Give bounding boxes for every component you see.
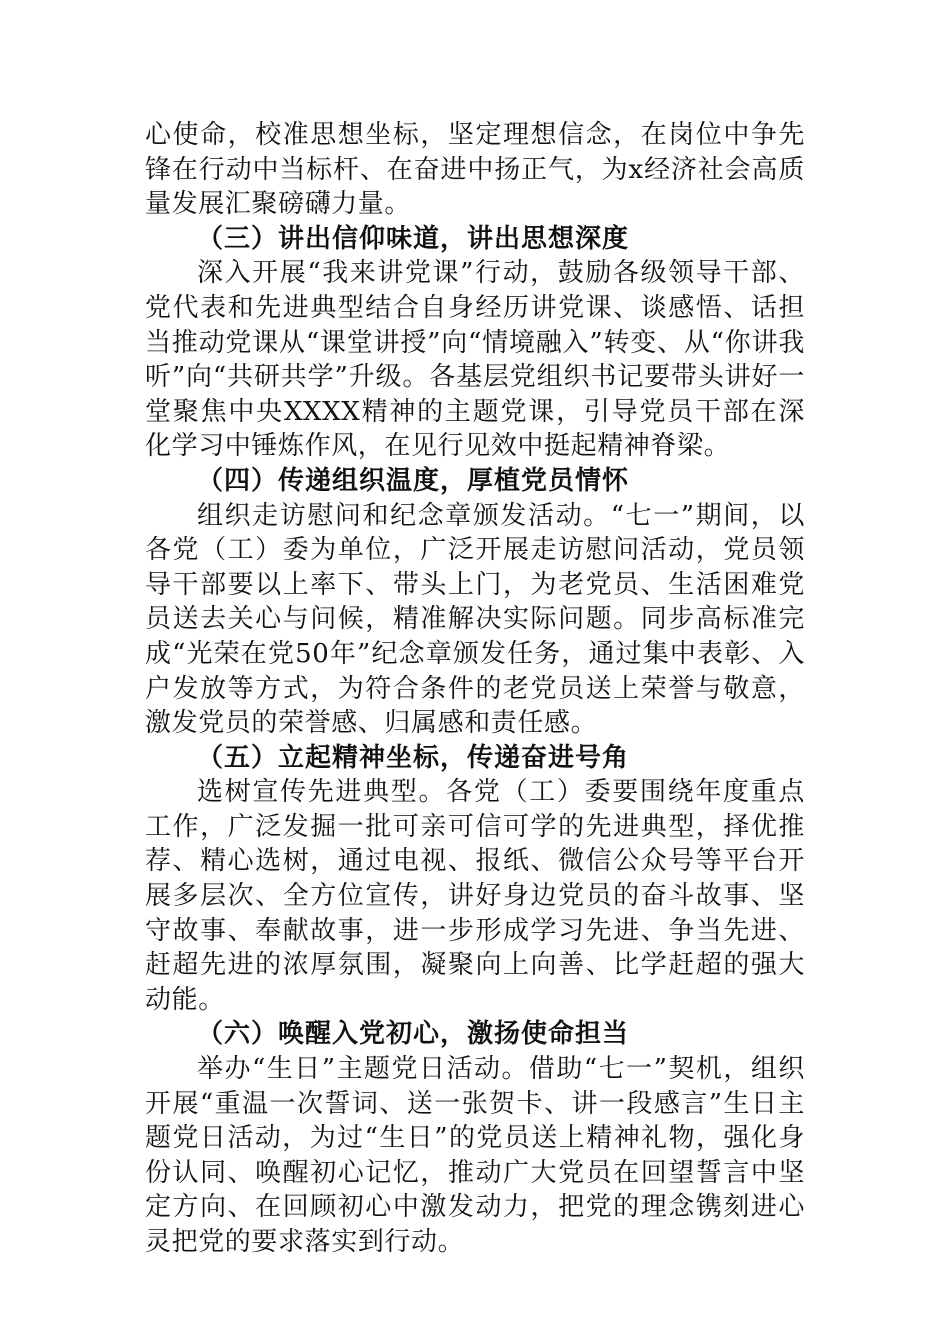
- paragraph-party-lecture: 深入开展“我来讲党课”行动，鼓励各级领导干部、党代表和先进典型结合自身经历讲党课、谈感悟、话担当推动党课从“课堂讲授”向“情境融入”转变、从“你讲我听”向“共研共学”升级。各基层党组织书记要带头讲好一堂聚焦中央XXXX精神的主题党课，引导党员干部在深化学习中锤炼作风，在见行见效中挺起精神脊梁。: [145, 258, 805, 462]
- section-heading-3: （三）讲出信仰味道，讲出思想深度: [197, 223, 630, 254]
- paragraph-birthday-activity: 举办“生日”主题党日活动。借助“七一”契机，组织开展“重温一次誓词、送一张贺卡、讲一段感言”生日主题党日活动，为过“生日”的党员送上精神礼物，强化身份认同、唤醒初心记忆，推动广大党员在回望誓言中坚定方向、在回顾初心中激发动力，把党的理念镌刻进心灵把党的要求落实到行动。: [145, 1054, 805, 1257]
- section-heading-5: （五）立起精神坐标，传递奋进号角: [197, 742, 630, 773]
- section-heading-4: （四）传递组织温度，厚植党员情怀: [197, 465, 630, 496]
- paragraph-advanced-models: 选树宣传先进典型。各党（工）委要围绕年度重点工作，广泛发掘一批可亲可信可学的先进典型，择优推荐、精心选树，通过电视、报纸、微信公众号等平台开展多层次、全方位宣传，讲好身边党员的奋斗故事、坚守故事、奉献故事，进一步形成学习先进、争当先进、赶超先进的浓厚氛围，凝聚向上向善、比学赶超的强大动能。: [145, 777, 805, 1015]
- document-body: [145, 118, 805, 1260]
- paragraph-continuation: 心使命，校准思想坐标，坚定理想信念，在岗位中争先锋在行动中当标杆、在奋进中扬正气，为x经济社会高质量发展汇聚磅礴力量。: [145, 120, 805, 220]
- paragraph-visits-medals: 组织走访慰问和纪念章颁发活动。“七一”期间，以各党（工）委为单位，广泛开展走访慰问活动，党员领导干部要以上率下、带头上门，为老党员、生活困难党员送去关心与问候，精准解决实际问题。同步高标准完成“光荣在党50年”纪念章颁发任务，通过集中表彰、入户发放等方式，为符合条件的老党员送上荣誉与敬意，激发党员的荣誉感、归属感和责任感。: [145, 500, 805, 739]
- section-heading-6: （六）唤醒入党初心，激扬使命担当: [197, 1019, 630, 1050]
